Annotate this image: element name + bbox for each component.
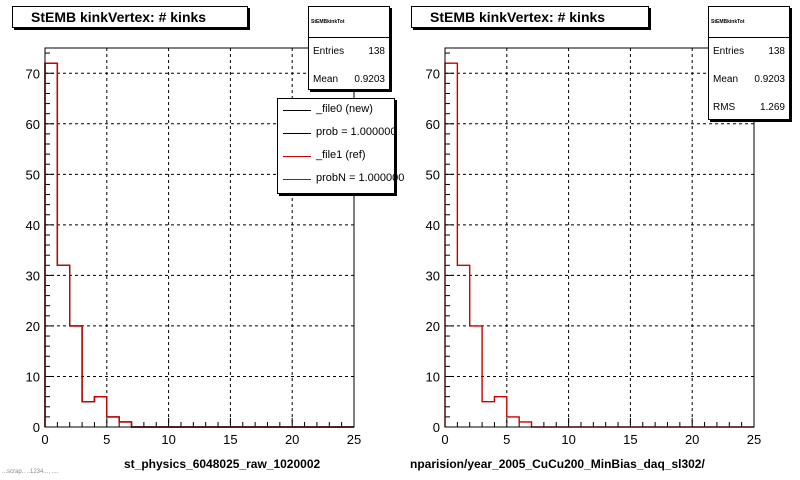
left-x-axis-title: st_physics_6048025_raw_1020002 [124, 457, 321, 471]
legend-swatch-file0 [283, 110, 311, 111]
right-stats-name: StEMBkinkTot [709, 7, 789, 38]
legend-label-file0: _file0 (new) [316, 103, 373, 115]
right-stats-mean-value: 0.9203 [754, 74, 785, 85]
left-x-tick-label-25: 25 [346, 432, 362, 447]
left-x-tick-label-0: 0 [41, 432, 49, 447]
left-y-tick-label-50: 50 [25, 167, 40, 183]
right-stats-rms-value: 1.269 [759, 102, 785, 113]
right-canvas-pad [400, 0, 800, 480]
right-x-tick-label-15: 15 [623, 432, 638, 447]
right-x-tick-label-25: 25 [746, 432, 762, 447]
legend-entry-probn [278, 168, 405, 191]
right-stats-entries-value: 138 [768, 46, 785, 57]
right-stats-entries-label: Entries [713, 46, 745, 57]
legend-swatch-prob [283, 133, 311, 134]
left-x-tick-label-20: 20 [284, 432, 300, 447]
legend-label-prob: prob = 1.000000 [316, 126, 397, 138]
right-histogram-title: StEMB kinkVertex: # kinks [411, 6, 649, 28]
right-stats-box [708, 6, 790, 120]
right-y-tick-label-40: 40 [425, 217, 440, 233]
right-x-tick-label-0: 0 [441, 432, 449, 447]
left-legend [277, 98, 405, 194]
left-x-tick-label-5: 5 [103, 432, 111, 447]
right-y-tick-label-20: 20 [425, 318, 440, 334]
legend-entry-file0 [278, 99, 394, 122]
left-stats-mean [309, 66, 389, 94]
right-y-tick-label-60: 60 [425, 116, 440, 132]
left-y-tick-label-60: 60 [25, 116, 40, 132]
left-y-tick-label-10: 10 [25, 369, 40, 385]
left-y-tick-label-30: 30 [25, 268, 40, 284]
legend-swatch-file1 [283, 156, 311, 157]
left-stats-box [308, 6, 390, 90]
right-y-tick-label-10: 10 [425, 369, 440, 385]
legend-label-probn: probN = 1.000000 [316, 172, 405, 184]
left-stats-entries-label: Entries [313, 46, 345, 57]
left-y-tick-label-40: 40 [25, 217, 40, 233]
legend-entry-prob [278, 122, 397, 145]
left-y-tick-label-20: 20 [25, 318, 40, 334]
right-x-tick-label-10: 10 [561, 432, 576, 447]
right-x-tick-label-20: 20 [684, 432, 700, 447]
left-stats-mean-label: Mean [313, 74, 339, 85]
right-stats-mean [709, 66, 789, 94]
left-y-tick-label-0: 0 [32, 420, 40, 435]
right-x-tick-label-5: 5 [503, 432, 511, 447]
left-stats-entries-value: 138 [368, 46, 385, 57]
right-stats-mean-label: Mean [713, 74, 739, 85]
left-stats-name: StEMBkinkTot [309, 7, 389, 38]
right-y-tick-label-70: 70 [425, 66, 440, 82]
left-y-tick-label-70: 70 [25, 66, 40, 82]
left-footer-note: ...scrap.. ..1234..., .... [2, 469, 59, 475]
right-x-axis-title: nparision/year_2005_CuCu200_MinBias_daq_sl302/ [410, 457, 705, 471]
right-stats-entries [709, 38, 789, 66]
left-histogram-title: StEMB kinkVertex: # kinks [12, 6, 248, 28]
legend-entry-file1 [278, 145, 394, 168]
left-x-tick-label-15: 15 [223, 432, 238, 447]
right-y-tick-label-30: 30 [425, 268, 440, 284]
left-stats-mean-value: 0.9203 [354, 74, 385, 85]
legend-swatch-probn [283, 179, 311, 180]
left-x-tick-label-10: 10 [161, 432, 176, 447]
right-stats-rms-label: RMS [713, 102, 736, 113]
legend-label-file1: _file1 (ref) [316, 149, 366, 161]
left-stats-entries [309, 38, 389, 66]
right-y-tick-label-50: 50 [425, 167, 440, 183]
right-stats-rms [709, 94, 789, 122]
right-y-tick-label-0: 0 [432, 420, 440, 435]
